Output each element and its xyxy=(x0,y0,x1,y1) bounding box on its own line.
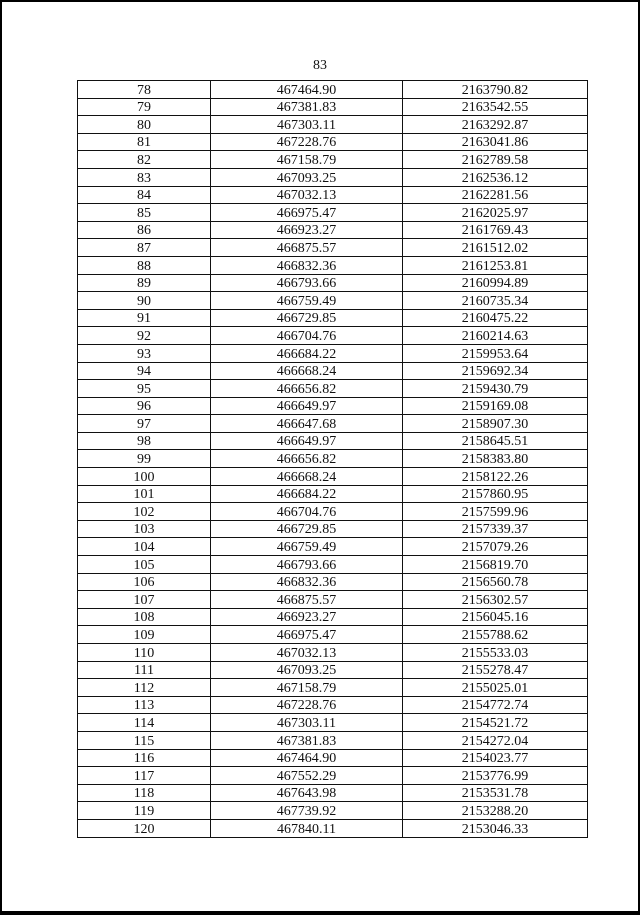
point-number-cell: 86 xyxy=(78,221,211,239)
point-number-cell: 98 xyxy=(78,432,211,450)
x-coordinate-cell: 467228.76 xyxy=(211,133,403,151)
table-row xyxy=(78,819,588,837)
y-coordinate-cell: 2157079.26 xyxy=(403,538,588,556)
table-row xyxy=(78,256,588,274)
scan-border-left xyxy=(0,0,2,915)
table-row xyxy=(78,485,588,503)
x-coordinate-cell: 467093.25 xyxy=(211,168,403,186)
point-number-cell: 118 xyxy=(78,784,211,802)
table-row xyxy=(78,116,588,134)
table-row xyxy=(78,168,588,186)
y-coordinate-cell: 2163041.86 xyxy=(403,133,588,151)
y-coordinate-cell: 2153288.20 xyxy=(403,802,588,820)
point-number-cell: 79 xyxy=(78,98,211,116)
point-number-cell: 116 xyxy=(78,749,211,767)
scan-border-top xyxy=(0,0,640,2)
table-row xyxy=(78,784,588,802)
y-coordinate-cell: 2163542.55 xyxy=(403,98,588,116)
point-number-cell: 103 xyxy=(78,520,211,538)
y-coordinate-cell: 2154272.04 xyxy=(403,731,588,749)
point-number-cell: 88 xyxy=(78,256,211,274)
table-row xyxy=(78,362,588,380)
table-row xyxy=(78,309,588,327)
point-number-cell: 87 xyxy=(78,239,211,257)
x-coordinate-cell: 466759.49 xyxy=(211,292,403,310)
x-coordinate-cell: 467032.13 xyxy=(211,644,403,662)
x-coordinate-cell: 466793.66 xyxy=(211,274,403,292)
x-coordinate-cell: 466649.97 xyxy=(211,397,403,415)
y-coordinate-cell: 2159953.64 xyxy=(403,344,588,362)
y-coordinate-cell: 2160475.22 xyxy=(403,309,588,327)
x-coordinate-cell: 466923.27 xyxy=(211,608,403,626)
y-coordinate-cell: 2153776.99 xyxy=(403,767,588,785)
point-number-cell: 92 xyxy=(78,327,211,345)
x-coordinate-cell: 466656.82 xyxy=(211,450,403,468)
table-row xyxy=(78,450,588,468)
y-coordinate-cell: 2157339.37 xyxy=(403,520,588,538)
x-coordinate-cell: 466975.47 xyxy=(211,204,403,222)
x-coordinate-cell: 466832.36 xyxy=(211,573,403,591)
x-coordinate-cell: 466875.57 xyxy=(211,239,403,257)
y-coordinate-cell: 2160994.89 xyxy=(403,274,588,292)
x-coordinate-cell: 466729.85 xyxy=(211,520,403,538)
point-number-cell: 93 xyxy=(78,344,211,362)
table-row xyxy=(78,204,588,222)
table-row xyxy=(78,432,588,450)
y-coordinate-cell: 2162789.58 xyxy=(403,151,588,169)
y-coordinate-cell: 2157599.96 xyxy=(403,503,588,521)
x-coordinate-cell: 467840.11 xyxy=(211,819,403,837)
y-coordinate-cell: 2158383.80 xyxy=(403,450,588,468)
table-row xyxy=(78,644,588,662)
point-number-cell: 94 xyxy=(78,362,211,380)
table-row xyxy=(78,98,588,116)
y-coordinate-cell: 2162536.12 xyxy=(403,168,588,186)
point-number-cell: 90 xyxy=(78,292,211,310)
point-number-cell: 100 xyxy=(78,468,211,486)
table-row xyxy=(78,186,588,204)
x-coordinate-cell: 467228.76 xyxy=(211,696,403,714)
x-coordinate-cell: 466684.22 xyxy=(211,485,403,503)
point-number-cell: 108 xyxy=(78,608,211,626)
x-coordinate-cell: 466704.76 xyxy=(211,503,403,521)
scan-border-bottom xyxy=(0,911,640,915)
point-number-cell: 96 xyxy=(78,397,211,415)
y-coordinate-cell: 2156302.57 xyxy=(403,591,588,609)
point-number-cell: 78 xyxy=(78,81,211,99)
point-number-cell: 85 xyxy=(78,204,211,222)
point-number-cell: 105 xyxy=(78,556,211,574)
table-row xyxy=(78,151,588,169)
x-coordinate-cell: 467381.83 xyxy=(211,731,403,749)
table-row xyxy=(78,679,588,697)
x-coordinate-cell: 467552.29 xyxy=(211,767,403,785)
table-row xyxy=(78,696,588,714)
y-coordinate-cell: 2153531.78 xyxy=(403,784,588,802)
x-coordinate-cell: 467158.79 xyxy=(211,679,403,697)
table-row xyxy=(78,767,588,785)
point-number-cell: 82 xyxy=(78,151,211,169)
y-coordinate-cell: 2163292.87 xyxy=(403,116,588,134)
point-number-cell: 106 xyxy=(78,573,211,591)
y-coordinate-cell: 2160214.63 xyxy=(403,327,588,345)
point-number-cell: 80 xyxy=(78,116,211,134)
table-row xyxy=(78,556,588,574)
x-coordinate-cell: 466656.82 xyxy=(211,380,403,398)
point-number-cell: 115 xyxy=(78,731,211,749)
point-number-cell: 107 xyxy=(78,591,211,609)
table-row xyxy=(78,292,588,310)
table-row xyxy=(78,731,588,749)
table-row xyxy=(78,573,588,591)
point-number-cell: 114 xyxy=(78,714,211,732)
table-row xyxy=(78,274,588,292)
x-coordinate-cell: 467739.92 xyxy=(211,802,403,820)
point-number-cell: 104 xyxy=(78,538,211,556)
x-coordinate-cell: 467464.90 xyxy=(211,81,403,99)
table-row xyxy=(78,221,588,239)
y-coordinate-cell: 2156560.78 xyxy=(403,573,588,591)
table-row xyxy=(78,626,588,644)
x-coordinate-cell: 467093.25 xyxy=(211,661,403,679)
point-number-cell: 91 xyxy=(78,309,211,327)
x-coordinate-cell: 467032.13 xyxy=(211,186,403,204)
table-row xyxy=(78,327,588,345)
x-coordinate-cell: 466923.27 xyxy=(211,221,403,239)
x-coordinate-cell: 467303.11 xyxy=(211,116,403,134)
table-row xyxy=(78,538,588,556)
y-coordinate-cell: 2158645.51 xyxy=(403,432,588,450)
point-number-cell: 101 xyxy=(78,485,211,503)
table-row xyxy=(78,397,588,415)
y-coordinate-cell: 2154521.72 xyxy=(403,714,588,732)
table-row xyxy=(78,468,588,486)
table-row xyxy=(78,661,588,679)
y-coordinate-cell: 2154772.74 xyxy=(403,696,588,714)
y-coordinate-cell: 2155788.62 xyxy=(403,626,588,644)
y-coordinate-cell: 2161769.43 xyxy=(403,221,588,239)
y-coordinate-cell: 2155025.01 xyxy=(403,679,588,697)
table-row xyxy=(78,133,588,151)
table-row xyxy=(78,714,588,732)
point-number-cell: 83 xyxy=(78,168,211,186)
y-coordinate-cell: 2153046.33 xyxy=(403,819,588,837)
y-coordinate-cell: 2159430.79 xyxy=(403,380,588,398)
y-coordinate-cell: 2162281.56 xyxy=(403,186,588,204)
point-number-cell: 95 xyxy=(78,380,211,398)
x-coordinate-cell: 467464.90 xyxy=(211,749,403,767)
point-number-cell: 81 xyxy=(78,133,211,151)
x-coordinate-cell: 466649.97 xyxy=(211,432,403,450)
x-coordinate-cell: 466759.49 xyxy=(211,538,403,556)
table-row xyxy=(78,608,588,626)
x-coordinate-cell: 467158.79 xyxy=(211,151,403,169)
y-coordinate-cell: 2155278.47 xyxy=(403,661,588,679)
point-number-cell: 102 xyxy=(78,503,211,521)
y-coordinate-cell: 2159169.08 xyxy=(403,397,588,415)
y-coordinate-cell: 2156045.16 xyxy=(403,608,588,626)
point-number-cell: 99 xyxy=(78,450,211,468)
y-coordinate-cell: 2157860.95 xyxy=(403,485,588,503)
x-coordinate-cell: 466793.66 xyxy=(211,556,403,574)
y-coordinate-cell: 2154023.77 xyxy=(403,749,588,767)
table-row xyxy=(78,503,588,521)
point-number-cell: 117 xyxy=(78,767,211,785)
x-coordinate-cell: 466832.36 xyxy=(211,256,403,274)
point-number-cell: 109 xyxy=(78,626,211,644)
x-coordinate-cell: 466684.22 xyxy=(211,344,403,362)
coordinates-table-body xyxy=(78,81,588,838)
x-coordinate-cell: 466704.76 xyxy=(211,327,403,345)
y-coordinate-cell: 2161253.81 xyxy=(403,256,588,274)
table-row xyxy=(78,802,588,820)
point-number-cell: 120 xyxy=(78,819,211,837)
x-coordinate-cell: 466975.47 xyxy=(211,626,403,644)
y-coordinate-cell: 2160735.34 xyxy=(403,292,588,310)
y-coordinate-cell: 2158907.30 xyxy=(403,415,588,433)
point-number-cell: 110 xyxy=(78,644,211,662)
point-number-cell: 112 xyxy=(78,679,211,697)
y-coordinate-cell: 2161512.02 xyxy=(403,239,588,257)
x-coordinate-cell: 466668.24 xyxy=(211,362,403,380)
x-coordinate-cell: 467303.11 xyxy=(211,714,403,732)
table-row xyxy=(78,81,588,99)
table-row xyxy=(78,239,588,257)
y-coordinate-cell: 2158122.26 xyxy=(403,468,588,486)
page-number: 83 xyxy=(313,58,327,73)
table-row xyxy=(78,749,588,767)
x-coordinate-cell: 466668.24 xyxy=(211,468,403,486)
x-coordinate-cell: 467381.83 xyxy=(211,98,403,116)
point-number-cell: 111 xyxy=(78,661,211,679)
y-coordinate-cell: 2156819.70 xyxy=(403,556,588,574)
y-coordinate-cell: 2159692.34 xyxy=(403,362,588,380)
point-number-cell: 97 xyxy=(78,415,211,433)
point-number-cell: 84 xyxy=(78,186,211,204)
table-row xyxy=(78,415,588,433)
coordinates-table xyxy=(77,80,588,838)
point-number-cell: 113 xyxy=(78,696,211,714)
x-coordinate-cell: 466647.68 xyxy=(211,415,403,433)
y-coordinate-cell: 2163790.82 xyxy=(403,81,588,99)
point-number-cell: 89 xyxy=(78,274,211,292)
point-number-cell: 119 xyxy=(78,802,211,820)
table-row xyxy=(78,591,588,609)
table-row xyxy=(78,520,588,538)
y-coordinate-cell: 2162025.97 xyxy=(403,204,588,222)
x-coordinate-cell: 467643.98 xyxy=(211,784,403,802)
table-row xyxy=(78,344,588,362)
x-coordinate-cell: 466729.85 xyxy=(211,309,403,327)
x-coordinate-cell: 466875.57 xyxy=(211,591,403,609)
table-row xyxy=(78,380,588,398)
y-coordinate-cell: 2155533.03 xyxy=(403,644,588,662)
